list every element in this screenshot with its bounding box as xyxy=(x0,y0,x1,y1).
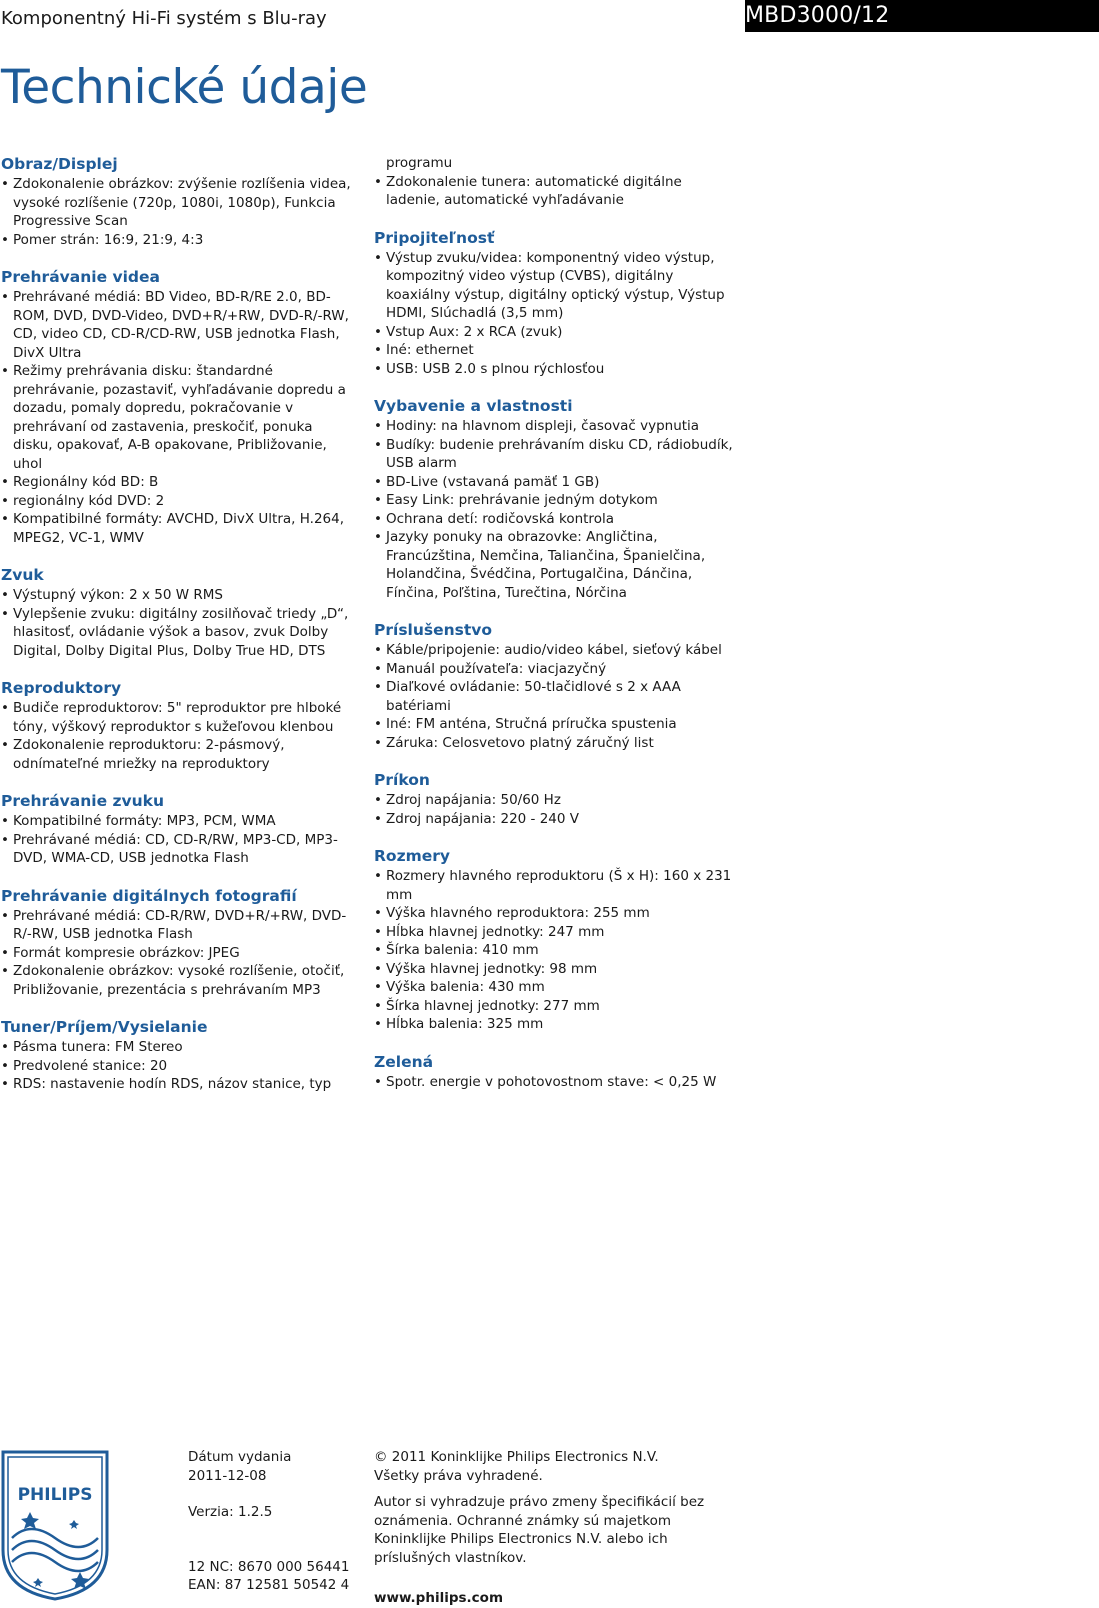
spec-item: • Režimy prehrávania disku: štandardné prehrávanie, pozastaviť, vyhľadávanie dopredu a dozadu, pomaly dopredu, pokračovanie v prehrávaní od zastavenia, preskočiť, ponuka disku, opakovať, A-B opakovane, Približovanie, uhol xyxy=(1,362,356,473)
spec-item: • Výška balenia: 430 mm xyxy=(374,978,734,997)
disclaimer: Autor si vyhradzuje právo zmeny špecifikácií bez oznámenia. Ochranné známky sú majetkom Koninklijke Philips Electronics N.V. alebo ich príslušných vlastníkov. xyxy=(374,1494,705,1566)
spec-item: • Zdokonalenie reproduktoru: 2-pásmový, odnímateľné mriežky na reproduktory xyxy=(1,736,356,773)
spec-item: • Káble/pripojenie: audio/video kábel, sieťový kábel xyxy=(374,641,734,660)
spec-item: • Šírka hlavnej jednotky: 277 mm xyxy=(374,997,734,1016)
logo-wordmark: PHILIPS xyxy=(17,1485,93,1505)
spec-section xyxy=(1,1017,356,1094)
section-title: Obraz/Displej xyxy=(1,155,118,173)
spec-section xyxy=(1,678,356,773)
spec-section xyxy=(374,846,734,1034)
spec-list xyxy=(374,791,734,828)
version: Verzia: 1.2.5 xyxy=(188,1504,273,1520)
spec-item: • Iné: ethernet xyxy=(374,341,734,360)
continued-text: programu xyxy=(386,155,453,171)
spec-item: • Šírka balenia: 410 mm xyxy=(374,941,734,960)
spec-item: • Zdokonalenie tunera: automatické digitálne ladenie, automatické vyhľadávanie xyxy=(374,173,734,210)
section-title: Prehrávanie zvuku xyxy=(1,792,164,810)
right-column xyxy=(374,154,734,1109)
nc-code: 12 NC: 8670 000 56441 xyxy=(188,1558,350,1575)
spec-item: • Zdokonalenie obrázkov: zvýšenie rozlíšenia videa, vysoké rozlíšenie (720p, 1080i, 1080p), Funkcia Progressive Scan xyxy=(1,175,356,231)
section-title: Zelená xyxy=(374,1052,434,1071)
spec-item: • Formát kompresie obrázkov: JPEG xyxy=(1,944,356,963)
spec-list xyxy=(374,417,734,602)
spec-section xyxy=(374,228,734,379)
spec-list xyxy=(1,699,356,773)
section-title: Príkon xyxy=(374,771,430,789)
spec-item: • Pásma tunera: FM Stereo xyxy=(1,1038,356,1057)
spec-item: • BD-Live (vstavaná pamäť 1 GB) xyxy=(374,473,734,492)
product-name: Komponentný Hi-Fi systém s Blu-ray xyxy=(1,8,327,29)
date-label: Dátum vydania xyxy=(188,1449,292,1465)
spec-item: • Zdroj napájania: 220 - 240 V xyxy=(374,810,734,829)
spec-list xyxy=(1,288,356,547)
section-title: Tuner/Príjem/Vysielanie xyxy=(1,1018,208,1036)
spec-item: • Iné: FM anténa, Stručná príručka spustenia xyxy=(374,715,734,734)
spec-item: • Budíky: budenie prehrávaním disku CD, rádiobudík, USB alarm xyxy=(374,436,734,473)
section-title: Pripojiteľnosť xyxy=(374,228,495,247)
spec-item: • Výška hlavného reproduktora: 255 mm xyxy=(374,904,734,923)
spec-item: • Ochrana detí: rodičovská kontrola xyxy=(374,510,734,529)
left-column xyxy=(1,154,356,1112)
footer-meta xyxy=(188,1448,358,1595)
spec-item: • Diaľkové ovládanie: 50-tlačidlové s 2 x AAA batériami xyxy=(374,678,734,715)
spec-item: • USB: USB 2.0 s plnou rýchlosťou xyxy=(374,360,734,379)
spec-item: • Manuál používateľa: viacjazyčný xyxy=(374,660,734,679)
spec-list xyxy=(1,586,356,660)
section-title: Rozmery xyxy=(374,847,451,865)
spec-item: • Pomer strán: 16:9, 21:9, 4:3 xyxy=(1,231,356,250)
spec-section xyxy=(374,770,734,828)
spec-list xyxy=(1,1038,356,1094)
spec-item: • Budiče reproduktorov: 5" reproduktor pre hlboké tóny, výškový reproduktor s kužeľovou klenbou xyxy=(1,699,356,736)
rights: Všetky práva vyhradené. xyxy=(374,1467,543,1484)
page-title: Technické údaje xyxy=(1,60,368,115)
section-title: Reproduktory xyxy=(1,679,122,697)
spec-list xyxy=(374,867,734,1034)
spec-item: • Záruka: Celosvetovo platný záručný list xyxy=(374,734,734,753)
spec-list xyxy=(1,175,356,249)
spec-list xyxy=(1,812,356,868)
date-value: 2011-12-08 xyxy=(188,1467,267,1484)
spec-item: • regionálny kód DVD: 2 xyxy=(1,492,356,511)
spec-section xyxy=(374,396,734,602)
copyright: © 2011 Koninklijke Philips Electronics N.V. xyxy=(374,1449,659,1465)
spec-section xyxy=(374,1052,734,1092)
spec-item: • Spotr. energie v pohotovostnom stave: < 0,25 W xyxy=(374,1073,734,1092)
website-link[interactable]: www.philips.com xyxy=(374,1590,504,1606)
spec-item: • Výška hlavnej jednotky: 98 mm xyxy=(374,960,734,979)
spec-item: • Výstup zvuku/videa: komponentný video výstup, kompozitný video výstup (CVBS), digitálny koaxiálny výstup, digitálny optický výstup, Výstup HDMI, Slúchadlá (3,5 mm) xyxy=(374,249,734,323)
spec-item: • Výstupný výkon: 2 x 50 W RMS xyxy=(1,586,356,605)
ean-code: EAN: 87 12581 50542 4 xyxy=(188,1577,350,1593)
spec-item: • Hĺbka hlavnej jednotky: 247 mm xyxy=(374,923,734,942)
spec-item: • Rozmery hlavného reproduktoru (Š x H): 160 x 231 mm xyxy=(374,867,734,904)
spec-item: • Regionálny kód BD: B xyxy=(1,473,356,492)
spec-item: • Prehrávané médiá: BD Video, BD-R/RE 2.0, BD-ROM, DVD, DVD-Video, DVD+R/+RW, DVD-R/-RW, CD, video CD, CD-R/CD-RW, USB jednotka Flash, DivX Ultra xyxy=(1,288,356,362)
spec-list xyxy=(374,249,734,379)
section-title: Zvuk xyxy=(1,566,44,584)
right-sections xyxy=(374,228,734,1092)
spec-item: • Kompatibilné formáty: AVCHD, DivX Ultra, H.264, MPEG2, VC-1, WMV xyxy=(1,510,356,547)
model-badge xyxy=(745,0,1099,32)
section-title: Príslušenstvo xyxy=(374,621,493,639)
spec-section xyxy=(1,154,356,249)
section-title: Vybavenie a vlastnosti xyxy=(374,397,573,415)
spec-item: • Zdroj napájania: 50/60 Hz xyxy=(374,791,734,810)
continued-list xyxy=(374,173,734,210)
model-number: MBD3000/12 xyxy=(745,3,890,28)
spec-item: • Prehrávané médiá: CD-R/RW, DVD+R/+RW, DVD-R/-RW, USB jednotka Flash xyxy=(1,907,356,944)
spec-item: • RDS: nastavenie hodín RDS, názov stanice, typ xyxy=(1,1075,356,1094)
spec-item: • Hodiny: na hlavnom displeji, časovač vypnutia xyxy=(374,417,734,436)
section-title: Prehrávanie digitálnych fotografií xyxy=(1,886,297,905)
spec-item: • Jazyky ponuky na obrazovke: Angličtina, Francúzština, Nemčina, Taliančina, Španielčina, Holandčina, Švédčina, Portugalčina, Dánčina, Fínčina, Poľština, Turečtina, Nórčina xyxy=(374,528,734,602)
spec-section xyxy=(1,791,356,868)
spec-item: • Zdokonalenie obrázkov: vysoké rozlíšenie, otočiť, Približovanie, prezentácia s prehrávaním MP3 xyxy=(1,962,356,999)
footer-legal xyxy=(374,1448,754,1608)
spec-section xyxy=(1,886,356,1000)
spec-item: • Vstup Aux: 2 x RCA (zvuk) xyxy=(374,323,734,342)
spec-list xyxy=(374,641,734,752)
spec-item: • Prehrávané médiá: CD, CD-R/RW, MP3-CD, MP3-DVD, WMA-CD, USB jednotka Flash xyxy=(1,831,356,868)
spec-section xyxy=(1,267,356,547)
spec-item: • Hĺbka balenia: 325 mm xyxy=(374,1015,734,1034)
spec-item: • Predvolené stanice: 20 xyxy=(1,1057,356,1076)
spec-item: • Easy Link: prehrávanie jedným dotykom xyxy=(374,491,734,510)
spec-section xyxy=(1,565,356,660)
spec-item: • Kompatibilné formáty: MP3, PCM, WMA xyxy=(1,812,356,831)
spec-item: • Vylepšenie zvuku: digitálny zosilňovač triedy „D“, hlasitosť, ovládanie výšok a basov, zvuk Dolby Digital, Dolby Digital Plus, Dolby True HD, DTS xyxy=(1,605,356,661)
philips-shield-logo xyxy=(0,1450,110,1601)
section-title: Prehrávanie videa xyxy=(1,268,160,286)
spec-list xyxy=(374,1073,734,1092)
spec-section xyxy=(374,620,734,752)
spec-list xyxy=(1,907,356,1000)
